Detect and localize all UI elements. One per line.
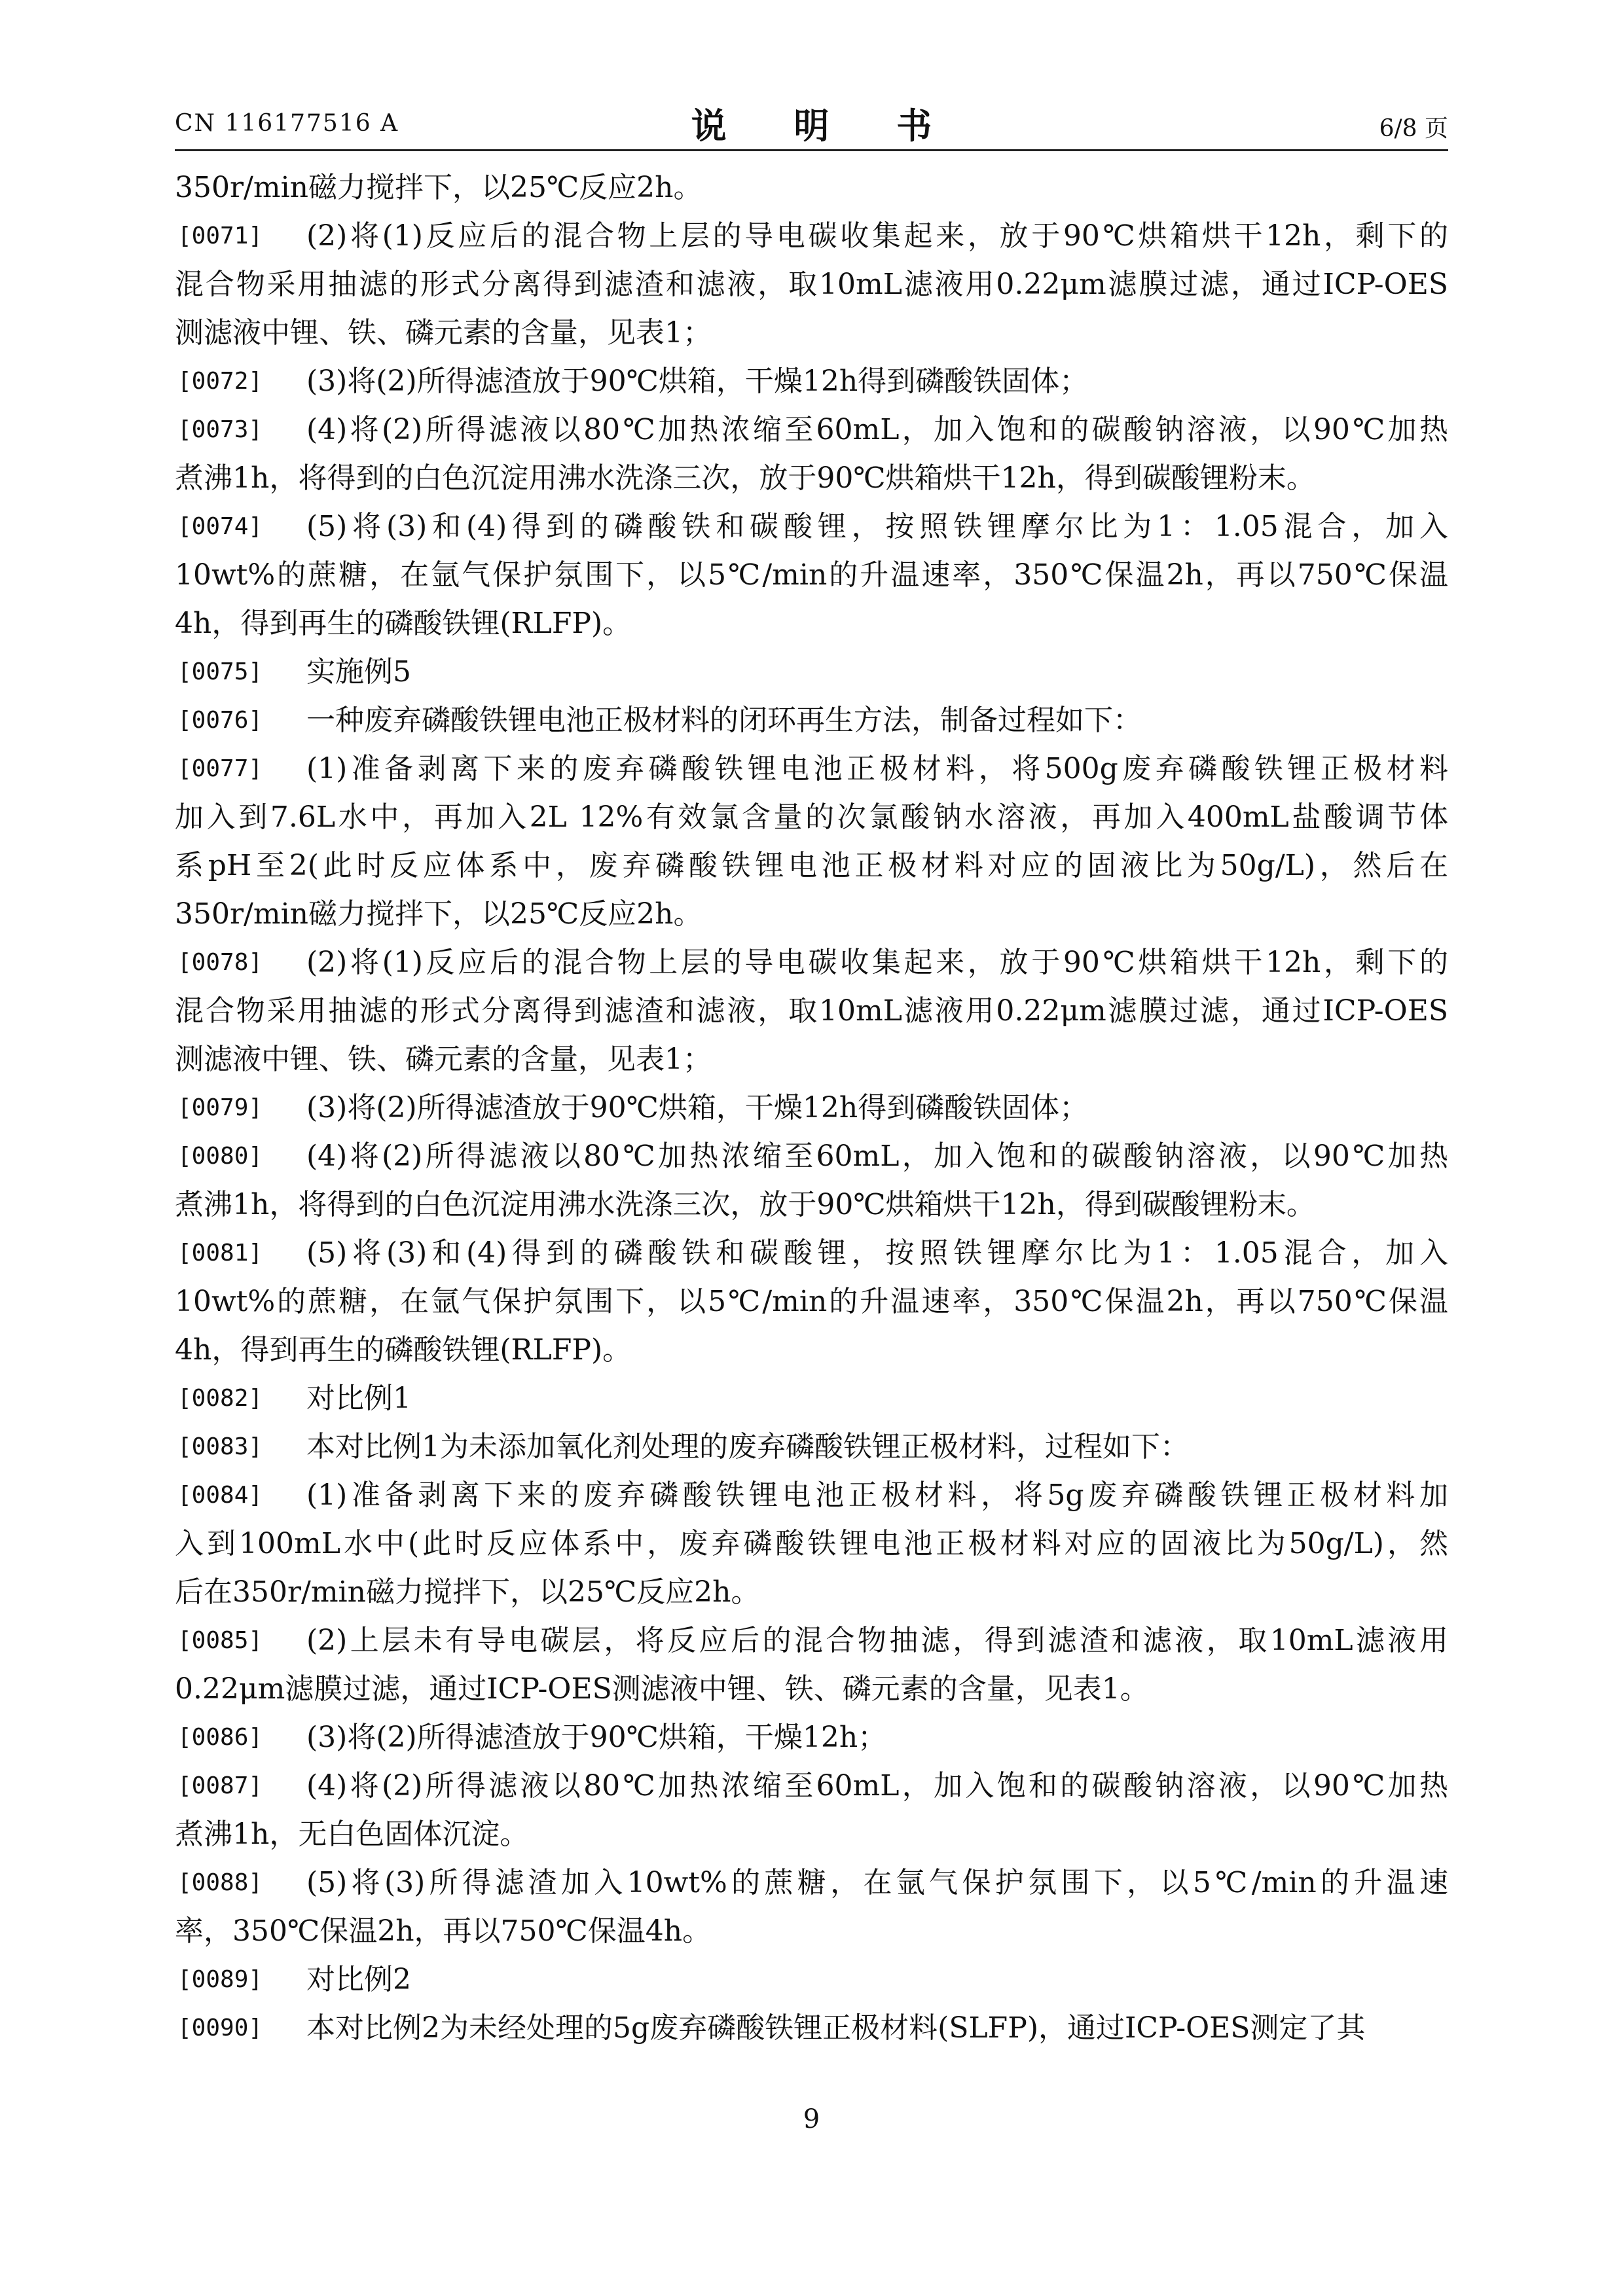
paragraph-text: 实施例5 (306, 655, 411, 689)
text-line (175, 406, 1448, 454)
text-line (175, 600, 1448, 648)
text-line (175, 1084, 1448, 1132)
page-number: 9 (803, 2104, 820, 2134)
text-line (175, 1907, 1448, 1956)
paragraph-number: [0084] (177, 1482, 263, 1509)
paragraph-text: (3)将(2)所得滤渣放于90℃烘箱，干燥12h； (306, 1721, 887, 1754)
text-line (175, 357, 1448, 406)
paragraph (175, 503, 1448, 648)
paragraph-text: 4h，得到再生的磷酸铁锂(RLFP)。 (175, 1333, 632, 1367)
paragraph-text: 10wt%的蔗糖，在氩气保护氛围下，以5℃/min的升温速率，350℃保温2h，再以750℃保温 (175, 558, 1448, 592)
text-line (175, 939, 1448, 987)
paragraph (175, 1956, 1448, 2004)
text-line (175, 164, 1448, 212)
paragraph-text: (2)将(1)反应后的混合物上层的导电碳收集起来，放于90℃烘箱烘干12h，剩下的 (306, 219, 1448, 253)
paragraph-text: 一种废弃磷酸铁锂电池正极材料的闭环再生方法，制备过程如下： (306, 704, 1142, 737)
paragraph (175, 2004, 1448, 2053)
paragraph-number: [0080] (177, 1143, 263, 1170)
text-line (175, 648, 1448, 696)
text-line (175, 793, 1448, 842)
paragraph (175, 1617, 1448, 1713)
paragraph-number: [0085] (177, 1627, 263, 1654)
paragraph-text: (5)将(3)所得滤渣加入10wt%的蔗糖，在氩气保护氛围下，以5℃/min的升温速 (306, 1866, 1448, 1899)
paragraph-text: (2)上层未有导电碳层，将反应后的混合物抽滤，得到滤渣和滤液，取10mL滤液用 (306, 1624, 1448, 1657)
paragraph-text: (4)将(2)所得滤液以80℃加热浓缩至60mL，加入饱和的碳酸钠溶液，以90℃加热 (306, 1769, 1448, 1803)
paragraph (175, 1084, 1448, 1132)
paragraph (175, 648, 1448, 696)
paragraph-text: 混合物采用抽滤的形式分离得到滤渣和滤液，取10mL滤液用0.22μm滤膜过滤，通过ICP-OES (175, 994, 1448, 1028)
paragraph (175, 745, 1448, 939)
text-line (175, 1229, 1448, 1278)
paragraph-text: (1)准备剥离下来的废弃磷酸铁锂电池正极材料，将5g废弃磷酸铁锂正极材料加 (306, 1479, 1448, 1512)
paragraph-number: [0090] (177, 2015, 263, 2041)
text-line (175, 1181, 1448, 1229)
paragraph-text: 混合物采用抽滤的形式分离得到滤渣和滤液，取10mL滤液用0.22μm滤膜过滤，通过ICP-OES (175, 268, 1448, 301)
header-rule (175, 149, 1448, 151)
paragraph-number: [0088] (177, 1869, 263, 1896)
paragraph-text: 10wt%的蔗糖，在氩气保护氛围下，以5℃/min的升温速率，350℃保温2h，再以750℃保温 (175, 1285, 1448, 1318)
paragraph-number: [0079] (177, 1094, 263, 1121)
text-line (175, 1810, 1448, 1859)
paragraph-number: [0077] (177, 755, 263, 782)
document-title: 说 明 书 (691, 105, 960, 147)
paragraph-text: 后在350r/min磁力搅拌下，以25℃反应2h。 (175, 1575, 760, 1609)
text-line (175, 1132, 1448, 1181)
page-count: 6/8 页 (1379, 115, 1448, 142)
text-line (175, 1326, 1448, 1374)
text-line (175, 1665, 1448, 1713)
paragraph-text: 350r/min磁力搅拌下，以25℃反应2h。 (175, 897, 702, 931)
paragraph-text: (1)准备剥离下来的废弃磷酸铁锂电池正极材料，将500g废弃磷酸铁锂正极材料 (306, 752, 1448, 785)
paragraph (175, 406, 1448, 503)
paragraph (175, 696, 1448, 745)
document-body (175, 164, 1448, 2053)
paragraph-text: 煮沸1h，将得到的白色沉淀用沸水洗涤三次，放于90℃烘箱烘干12h，得到碳酸锂粉末。 (175, 1188, 1315, 1221)
paragraph-number: [0078] (177, 949, 263, 976)
text-line (175, 1762, 1448, 1810)
paragraph-text: 对比例2 (306, 1963, 411, 1996)
text-line (175, 1859, 1448, 1907)
text-line (175, 696, 1448, 745)
text-line (175, 1423, 1448, 1471)
paragraph-number: [0076] (177, 707, 263, 734)
paragraph-text: 加入到7.6L水中，再加入2L 12%有效氯含量的次氯酸钠水溶液，再加入400mL盐酸调节体 (175, 800, 1448, 834)
paragraph-text: 本对比例2为未经处理的5g废弃磷酸铁锂正极材料(SLFP)，通过ICP-OES测定了其 (306, 2011, 1366, 2045)
paragraph (175, 939, 1448, 1084)
paragraph-number: [0074] (177, 513, 263, 540)
paragraph-number: [0082] (177, 1385, 263, 1412)
text-line (175, 987, 1448, 1035)
paragraph-number: [0073] (177, 416, 263, 443)
paragraph-text: (5)将(3)和(4)得到的磷酸铁和碳酸锂，按照铁锂摩尔比为1：1.05混合，加入 (306, 1236, 1448, 1270)
paragraph (175, 1762, 1448, 1859)
paragraph-text: 350r/min磁力搅拌下，以25℃反应2h。 (175, 171, 702, 204)
paragraph (175, 357, 1448, 406)
paragraph-text: (3)将(2)所得滤渣放于90℃烘箱，干燥12h得到磷酸铁固体； (306, 1091, 1089, 1124)
paragraph-text: (3)将(2)所得滤渣放于90℃烘箱，干燥12h得到磷酸铁固体； (306, 365, 1089, 398)
paragraph (175, 1423, 1448, 1471)
text-line (175, 1520, 1448, 1568)
paragraph-number: [0083] (177, 1433, 263, 1460)
paragraph (175, 1132, 1448, 1229)
paragraph-text: 测滤液中锂、铁、磷元素的含量，见表1； (175, 1043, 712, 1076)
paragraph-number: [0089] (177, 1966, 263, 1993)
text-line (175, 745, 1448, 793)
text-line (175, 1374, 1448, 1423)
text-line (175, 1956, 1448, 2004)
paragraph-text: 煮沸1h，将得到的白色沉淀用沸水洗涤三次，放于90℃烘箱烘干12h，得到碳酸锂粉末。 (175, 461, 1315, 495)
paragraph (175, 1713, 1448, 1762)
text-line (175, 1035, 1448, 1084)
text-line (175, 1617, 1448, 1665)
paragraph-text: 率，350℃保温2h，再以750℃保温4h。 (175, 1914, 712, 1948)
text-line (175, 212, 1448, 260)
paragraph (175, 1471, 1448, 1617)
text-line (175, 260, 1448, 309)
paragraph-text: 本对比例1为未添加氧化剂处理的废弃磷酸铁锂正极材料，过程如下： (306, 1430, 1189, 1463)
text-line (175, 890, 1448, 939)
paragraph-number: [0086] (177, 1724, 263, 1751)
text-line (175, 503, 1448, 551)
text-line (175, 551, 1448, 600)
paragraph (175, 1229, 1448, 1374)
text-line (175, 454, 1448, 503)
paragraph (175, 1859, 1448, 1956)
text-line (175, 2004, 1448, 2053)
paragraph-text: (5)将(3)和(4)得到的磷酸铁和碳酸锂，按照铁锂摩尔比为1：1.05混合，加入 (306, 510, 1448, 543)
paragraph-text: 0.22μm滤膜过滤，通过ICP-OES测滤液中锂、铁、磷元素的含量，见表1。 (175, 1672, 1149, 1706)
paragraph (175, 164, 1448, 212)
text-line (175, 842, 1448, 890)
paragraph (175, 1374, 1448, 1423)
paragraph-text: 入到100mL水中(此时反应体系中，废弃磷酸铁锂电池正极材料对应的固液比为50g/L)，然 (175, 1527, 1448, 1560)
paragraph-text: (4)将(2)所得滤液以80℃加热浓缩至60mL，加入饱和的碳酸钠溶液，以90℃加热 (306, 413, 1448, 446)
paragraph-text: 测滤液中锂、铁、磷元素的含量，见表1； (175, 316, 712, 350)
paragraph-number: [0071] (177, 223, 263, 249)
paragraph-text: 对比例1 (306, 1382, 411, 1415)
paragraph-text: (4)将(2)所得滤液以80℃加热浓缩至60mL，加入饱和的碳酸钠溶液，以90℃加热 (306, 1139, 1448, 1173)
paragraph (175, 212, 1448, 357)
text-line (175, 1278, 1448, 1326)
paragraph-number: [0075] (177, 658, 263, 685)
page-header (175, 98, 1448, 148)
paragraph-text: 4h，得到再生的磷酸铁锂(RLFP)。 (175, 607, 632, 640)
text-line (175, 309, 1448, 357)
paragraph-text: (2)将(1)反应后的混合物上层的导电碳收集起来，放于90℃烘箱烘干12h，剩下的 (306, 946, 1448, 979)
paragraph-number: [0072] (177, 368, 263, 395)
paragraph-text: 煮沸1h，无白色固体沉淀。 (175, 1818, 529, 1851)
publication-number: CN 116177516 A (175, 110, 399, 137)
paragraph-text: 系pH至2(此时反应体系中，废弃磷酸铁锂电池正极材料对应的固液比为50g/L)，然后在 (175, 849, 1448, 882)
paragraph-number: [0081] (177, 1240, 263, 1266)
paragraph-number: [0087] (177, 1772, 263, 1799)
text-line (175, 1568, 1448, 1617)
text-line (175, 1471, 1448, 1520)
text-line (175, 1713, 1448, 1762)
